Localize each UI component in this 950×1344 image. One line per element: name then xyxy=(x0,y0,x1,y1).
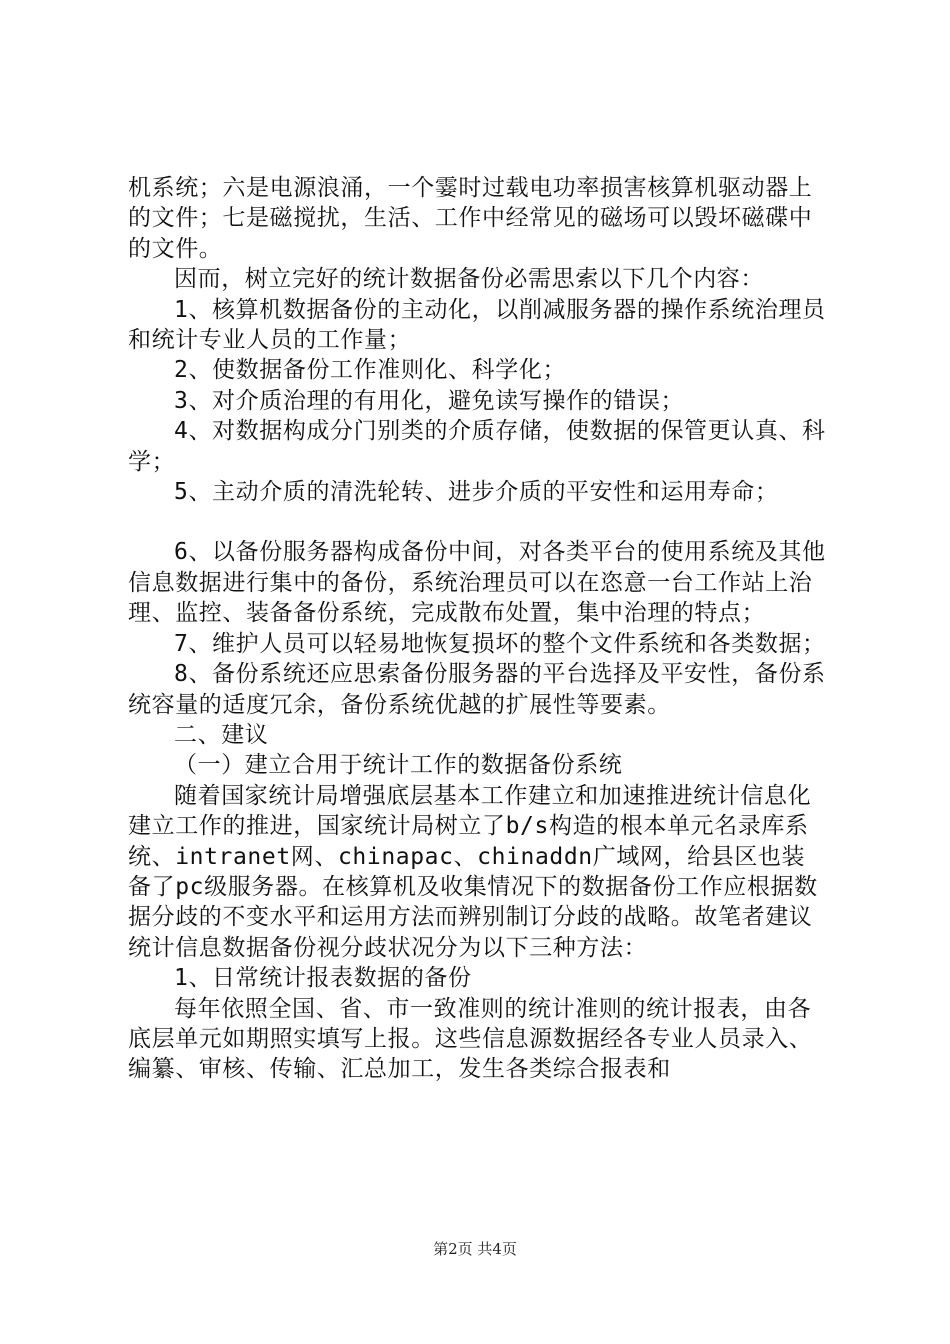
subheading-daily-backup: 1、日常统计报表数据的备份 xyxy=(174,965,472,992)
list-item-1: 1、核算机数据备份的主动化，以削减服务器的操作系统治理员和统计专业人员的工作量； xyxy=(128,296,826,354)
paragraph-intro: 因而，树立完好的统计数据备份必需思索以下几个内容： xyxy=(174,266,764,293)
list-item-2: 2、使数据备份工作准则化、科学化； xyxy=(174,357,567,384)
list-item-5: 5、主动介质的清洗轮转、进步介质的平安性和运用寿命； xyxy=(174,479,779,506)
paragraph-continuation: 机系统；六是电源浪涌，一个霎时过载电功率损害核算机驱动器上的文件；七是磁搅扰，生活、工作中经常见的磁场可以毁坏磁碟中的文件。 xyxy=(128,175,813,262)
list-item-8: 8、备份系统还应思索备份服务器的平台选择及平安性，备份系统容量的适度冗余，备份系统优越的扩展性等要素。 xyxy=(128,661,826,718)
paragraph-body: 随着国家统计局增强底层基本工作建立和加速推进统计信息化建立工作的推进，国家统计局树立了b/s构造的根本单元名录库系统、intranet网、chinapac、chinaddn广域网，给县区也装备了pc级服务器。在核算机及收集情况下的数据备份工作应根据数据分歧的不变水平和运用方法而辨别制订分歧的战略。故笔者建议统计信息数据备份视分歧状况分为以下三种方法： xyxy=(128,782,818,961)
section-heading: 二、建议 xyxy=(174,721,269,748)
page-number: 第2页 共4页 xyxy=(433,1240,517,1258)
subsection-heading: （一）建立合用于统计工作的数据备份系统 xyxy=(174,752,623,779)
paragraph-body-continued: 每年依照全国、省、市一致准则的统计准则的统计报表，由各底层单元如期照实填写上报。这些信息源数据经各专业人员录入、编纂、审核、传输、汇总加工，发生各类综合报表和 xyxy=(128,995,813,1083)
list-item-6: 6、以备份服务器构成备份中间，对各类平台的使用系统及其他信息数据进行集中的备份，系统治理员可以在恣意一台工作站上治理、监控、装备备份系统，完成散布处置，集中治理的特点； xyxy=(128,539,826,627)
document-body xyxy=(128,173,828,1085)
list-item-4: 4、对数据构成分门别类的介质存储，使数据的保管更认真、科学； xyxy=(128,418,826,475)
list-item-7: 7、维护人员可以轻易地恢复损坏的整个文件系统和各类数据； xyxy=(174,630,826,657)
list-item-3: 3、对介质治理的有用化，避免读写操作的错误； xyxy=(174,387,685,414)
paragraph-gap xyxy=(128,507,828,537)
